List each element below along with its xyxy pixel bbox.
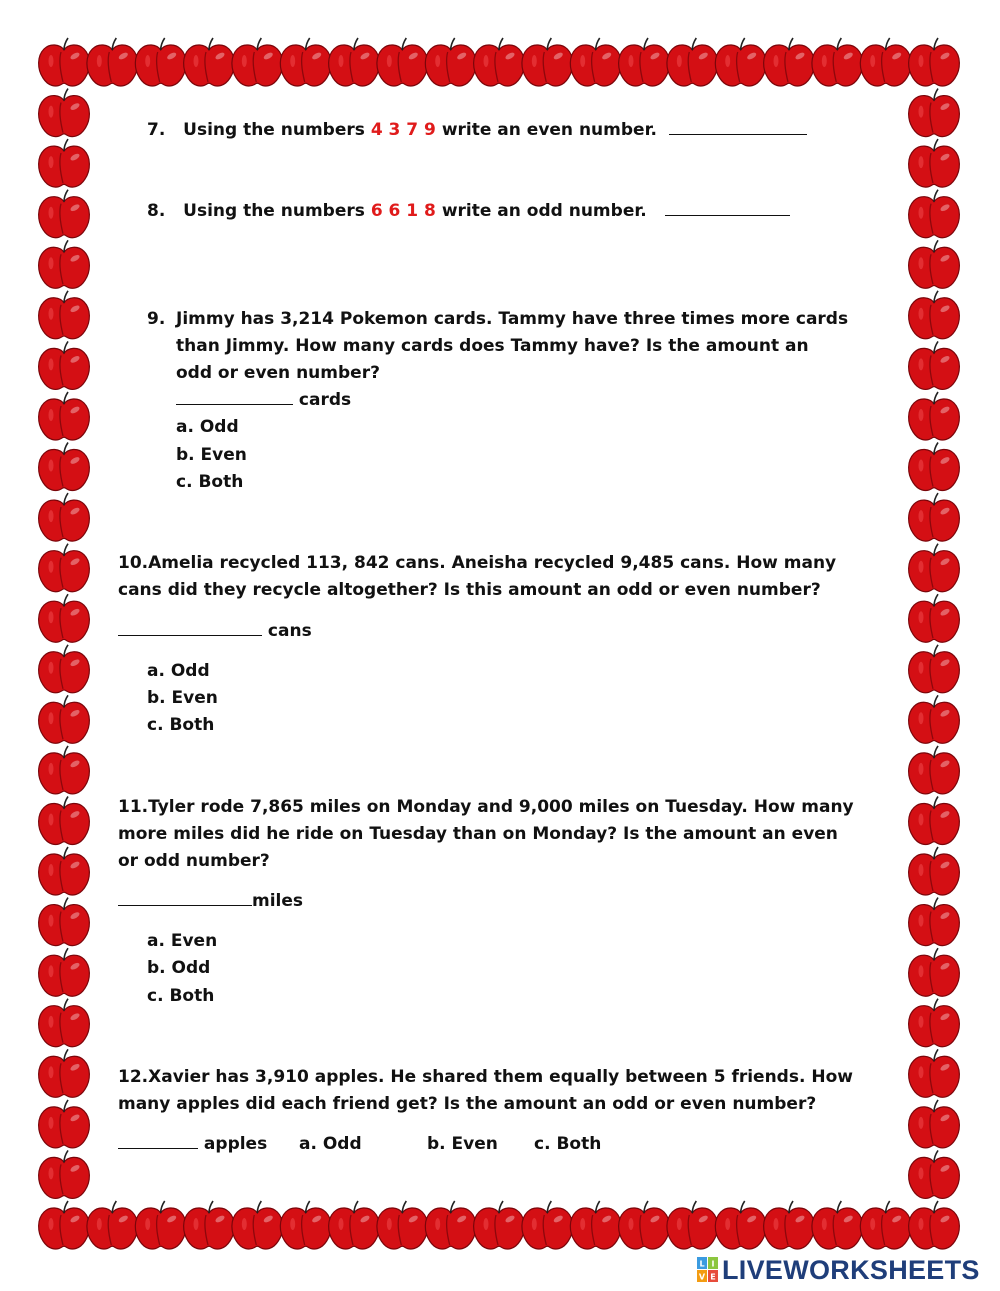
apple-icon [909,594,960,642]
apple-icon [232,38,283,86]
apple-icon [909,544,960,592]
apple-icon [39,190,90,238]
apple-icon [909,1100,960,1148]
apple-icon [39,89,90,137]
apple-icon [39,898,90,946]
apple-icon [329,1201,380,1249]
apple-icon [474,38,525,86]
apple-icon [87,38,138,86]
question-11-unit: miles [252,891,304,911]
apple-icon [280,1201,331,1249]
apple-icon [619,1201,670,1249]
question-11-line-1: 11.Tyler rode 7,865 miles on Monday and 9,000 miles on Tuesday. How many [118,797,854,817]
question-9-line-1: Jimmy has 3,214 Pokemon cards. Tammy have three times more cards [176,309,849,329]
question-10-unit: cans [267,621,312,641]
question-10-option-b[interactable]: b. Even [147,688,218,708]
apple-icon [667,38,718,86]
question-7-text-pre: Using the numbers [183,120,365,140]
apple-icon [860,1201,911,1249]
question-12-option-a[interactable]: a. Odd [299,1134,362,1154]
question-11-answer-blank[interactable] [118,891,252,906]
liveworksheets-logo [697,1255,980,1285]
apple-icon [39,443,90,491]
apple-icon [909,443,960,491]
apple-icon [39,1150,90,1198]
logo-letter-e: E [710,1272,716,1282]
question-12-option-c[interactable]: c. Both [534,1134,602,1154]
apple-icon [909,1049,960,1097]
apple-icon [39,746,90,794]
question-8-answer-blank[interactable] [665,201,790,216]
apple-icon [39,1100,90,1148]
apple-icon [87,1201,138,1249]
apple-icon [909,746,960,794]
apple-icon [619,38,670,86]
apple-icon [909,898,960,946]
apple-icon [522,1201,573,1249]
apple-icon [39,695,90,743]
apple-icon [522,38,573,86]
apple-icon [909,999,960,1047]
logo-letter-i: I [711,1259,715,1269]
question-10-answer-blank[interactable] [118,621,262,636]
question-10-option-a[interactable]: a. Odd [147,661,210,681]
apple-icon [39,544,90,592]
apple-icon [39,392,90,440]
question-9-option-b[interactable]: b. Even [176,445,247,465]
question-8-text-pre: Using the numbers [183,201,365,221]
apple-icon [39,341,90,389]
apple-icon [909,341,960,389]
question-7 [147,117,807,144]
question-12-option-b[interactable]: b. Even [427,1134,498,1154]
question-7-digits: 4 3 7 9 [370,120,436,140]
apple-icon [39,645,90,693]
apple-icon [909,291,960,339]
logo-letter-l: L [699,1259,705,1269]
apple-icon [909,392,960,440]
question-12-answer-blank[interactable] [118,1134,198,1149]
apple-icon [909,139,960,187]
apple-icon [377,38,428,86]
question-11-option-b[interactable]: b. Odd [147,958,211,978]
apple-icon [909,695,960,743]
question-12-answer [118,1131,267,1158]
question-7-number: 7. [147,120,166,140]
apple-icon [812,1201,863,1249]
question-11-answer [118,888,303,915]
question-10-answer [118,618,312,645]
question-11-line-3: or odd number? [118,851,270,871]
question-9-number: 9. [147,309,166,329]
apple-icon [39,847,90,895]
question-9-answer-blank[interactable] [176,390,293,405]
question-12-line-2: many apples did each friend get? Is the amount an odd or even number? [118,1094,817,1114]
apple-icon [135,1201,186,1249]
apple-icon [909,38,960,86]
question-8-digits: 6 6 1 8 [370,201,436,221]
question-10-option-c[interactable]: c. Both [147,715,215,735]
question-12-line-1: 12.Xavier has 3,910 apples. He shared them equally between 5 friends. How [118,1067,853,1087]
apple-icon [39,1049,90,1097]
apple-icon [909,797,960,845]
apple-icon [764,38,815,86]
apple-icon [184,38,235,86]
apple-icon [667,1201,718,1249]
apple-icon [329,38,380,86]
apple-icon [39,594,90,642]
apple-icon [39,1201,90,1249]
apple-icon [39,38,90,86]
question-8-text-post: write an odd number. [441,201,647,221]
question-9-unit: cards [298,390,352,410]
apple-icon [39,797,90,845]
apple-icon [425,1201,476,1249]
question-8 [147,198,790,225]
apple-icon [715,1201,766,1249]
apple-icon [909,1201,960,1249]
apple-icon [909,240,960,288]
apple-icon [909,1150,960,1198]
question-11-option-c[interactable]: c. Both [147,986,215,1006]
question-9-line-3: odd or even number? [176,363,380,383]
apple-icon [909,847,960,895]
question-9-option-a[interactable]: a. Odd [176,417,239,437]
question-11-line-2: more miles did he ride on Tuesday than on Monday? Is the amount an even [118,824,838,844]
question-9-line-2: than Jimmy. How many cards does Tammy have? Is the amount an [176,336,809,356]
apple-icon [184,1201,235,1249]
apple-icon [280,38,331,86]
apple-icon [39,240,90,288]
brand-text: LIVEWORKSHEETS [722,1254,980,1285]
apple-icon [377,1201,428,1249]
apple-icon [39,291,90,339]
apple-icon [909,190,960,238]
question-11-option-a[interactable]: a. Even [147,931,218,951]
apple-icon [425,38,476,86]
apple-icon [812,38,863,86]
apple-icon [909,89,960,137]
apple-icon [764,1201,815,1249]
apple-icon [570,1201,621,1249]
apple-icon [39,493,90,541]
question-7-text-post: write an even number. [441,120,657,140]
question-10-line-1: 10.Amelia recycled 113, 842 cans. Aneisha recycled 9,485 cans. How many [118,553,837,573]
live-logo-icon [697,1257,719,1283]
apple-icon [39,139,90,187]
apple-icon [715,38,766,86]
question-7-answer-blank[interactable] [669,120,807,135]
apple-icon [474,1201,525,1249]
apple-icon [570,38,621,86]
question-9-answer [176,387,351,414]
apple-icon [860,38,911,86]
apple-icon [232,1201,283,1249]
apple-icon [39,999,90,1047]
apple-icon [909,493,960,541]
apple-icon [909,948,960,996]
question-8-number: 8. [147,201,166,221]
apple-icon [909,645,960,693]
apple-icon [135,38,186,86]
question-9-option-c[interactable]: c. Both [176,472,244,492]
apple-icon [39,948,90,996]
question-12-unit: apples [203,1134,268,1154]
question-10-line-2: cans did they recycle altogether? Is this amount an odd or even number? [118,580,821,600]
logo-letter-v: V [698,1272,706,1282]
